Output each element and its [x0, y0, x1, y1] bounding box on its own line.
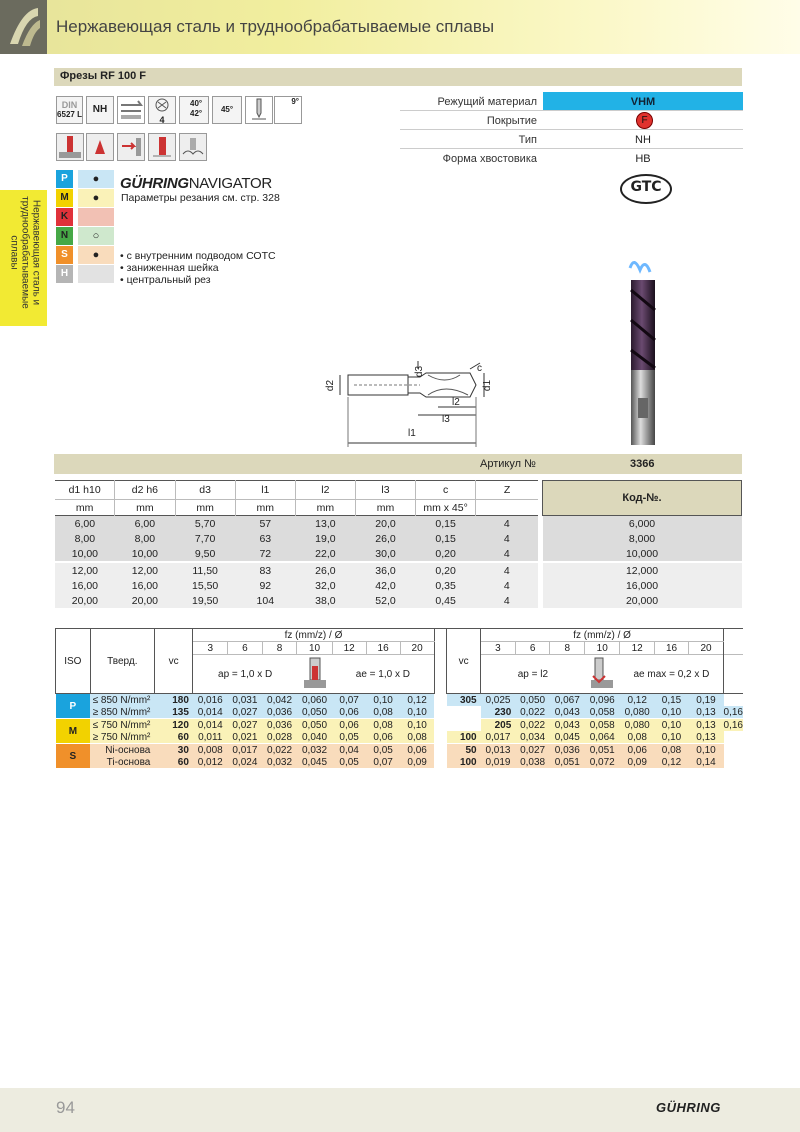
side-milling-glyph	[118, 134, 144, 160]
hardness-cell: ≥ 850 N/mm²	[92, 706, 151, 718]
diameter-cell: 20	[400, 642, 434, 655]
dim-cell: 4	[503, 594, 510, 607]
code-cell: 16,000	[625, 579, 659, 592]
dim-cell: 6,00	[134, 517, 156, 530]
ae-left: ae = 1,0 x D	[332, 655, 434, 694]
fz-cell: 0,13	[696, 706, 716, 718]
iso-row-n	[56, 227, 114, 245]
dim-unit: mm	[295, 500, 355, 516]
fz-cell: 0,043	[554, 706, 580, 718]
iso-row-h	[56, 265, 114, 283]
fz-cell: 0,058	[589, 706, 615, 718]
fz-cell: 0,040	[301, 731, 328, 743]
dim-cell: 12,00	[71, 564, 99, 577]
navigator-brand	[120, 175, 272, 192]
relief-angle-icon	[274, 96, 302, 124]
cutting-material-value: VHM	[630, 96, 656, 108]
cutting-table	[55, 628, 743, 768]
fz-cell: 0,09	[627, 756, 647, 768]
dim-cell: 0,15	[435, 532, 456, 545]
fz-cell: 0,12	[627, 694, 647, 706]
shank-form-value: HB	[635, 153, 651, 165]
side-cut-glyph	[300, 656, 330, 690]
iso-mark: ●	[78, 246, 114, 264]
dim-cell: 4	[503, 564, 510, 577]
code-cell: 20,000	[625, 594, 659, 607]
fz-cell: 0,072	[589, 756, 615, 768]
slotting-glyph	[57, 134, 83, 160]
fz-cell: 0,064	[589, 731, 615, 743]
fz-cell: 0,036	[554, 744, 580, 756]
dim-cell: 7,70	[194, 532, 216, 545]
flutes-count: 4	[159, 115, 165, 125]
table-gap	[434, 629, 446, 732]
din-icon	[56, 96, 83, 124]
diameter-cell: 20	[689, 642, 724, 655]
navigator-subtitle: Параметры резания см. стр. 328	[121, 192, 280, 204]
code-header: Код-№.	[543, 481, 742, 516]
table-gap	[434, 756, 446, 768]
fz-cell: 0,017	[485, 731, 511, 743]
prop-divider	[400, 110, 743, 111]
fz-cell: 0,045	[554, 731, 580, 743]
feature-item: • заниженная шейка	[120, 262, 219, 274]
vc-header: vc	[447, 629, 481, 694]
fz-cell: 0,05	[339, 756, 359, 768]
navigator-brand-light: NAVIGATOR	[188, 175, 272, 192]
diameter-cell: 16	[366, 642, 400, 655]
fz-cell: 0,15	[661, 694, 682, 706]
diameter-cell: 8	[262, 642, 297, 655]
vc-cell: 50	[465, 744, 477, 756]
diameter-cell: 8	[550, 642, 585, 655]
fz-cell: 0,038	[520, 756, 546, 768]
fz-cell: 0,019	[485, 756, 511, 768]
fz-cell: 0,10	[696, 744, 716, 756]
relief-angle-value: 9°	[291, 97, 299, 106]
article-number: 3366	[630, 458, 655, 470]
dim-cell: 20,00	[131, 594, 159, 607]
dim-cell: 83	[259, 564, 272, 577]
fz-cell: 0,036	[267, 706, 293, 718]
section-logo	[0, 0, 47, 54]
fz-cell: 0,027	[232, 706, 258, 718]
fz-cell: 0,008	[197, 744, 223, 756]
feature-item: • центральный рез	[120, 274, 211, 286]
code-table	[542, 480, 742, 608]
iso-group-letter: M	[56, 719, 91, 744]
fz-cell: 0,12	[661, 756, 682, 768]
coating-label: Покрытие	[486, 115, 537, 127]
drawing-c: c	[477, 363, 482, 374]
vc-cell: 30	[177, 744, 189, 756]
shank-icon	[117, 96, 145, 124]
fz-cell: 0,07	[339, 694, 359, 706]
dim-header: Z	[503, 484, 511, 496]
fz-cell: 0,031	[232, 694, 258, 706]
dim-cell: 0,35	[435, 579, 456, 592]
iso-letter: P	[56, 170, 73, 188]
iso-row-m	[56, 189, 114, 207]
dim-cell: 30,0	[375, 547, 396, 560]
dim-cell: 12,00	[131, 564, 159, 577]
right-cut-icon	[585, 655, 620, 694]
vc-cell: 120	[172, 719, 189, 731]
vc-cell: 305	[459, 694, 477, 706]
fz-cell: 0,022	[520, 719, 546, 731]
fz-cell: 0,051	[589, 744, 615, 756]
feature-item: • с внутренним подводом СОТС	[120, 250, 276, 262]
dim-unit: mm	[355, 500, 415, 516]
fz-cell: 0,10	[661, 719, 682, 731]
dim-cell: 8,00	[134, 532, 156, 545]
ap-left: ap = 1,0 x D	[218, 668, 273, 680]
dim-cell: 19,50	[191, 594, 219, 607]
fz-cell: 0,080	[624, 706, 650, 718]
brand-logo: GÜHRING	[656, 1100, 721, 1115]
product-title: Фрезы RF 100 F	[60, 70, 146, 82]
shank-glyph	[118, 97, 144, 123]
fz-cell: 0,08	[407, 731, 427, 743]
fz-cell: 0,09	[407, 756, 427, 768]
iso-mark	[78, 208, 114, 226]
fz-cell: 0,043	[554, 719, 580, 731]
fz-cell: 0,05	[339, 731, 359, 743]
vc-cell: 180	[172, 694, 189, 706]
dim-cell: 13,0	[315, 517, 336, 530]
drawing-l1: l1	[408, 428, 416, 439]
din-number: 6527 L	[57, 110, 82, 119]
fz-cell: 0,032	[267, 756, 293, 768]
fz-cell: 0,19	[696, 694, 716, 706]
center-cut-icon	[245, 96, 273, 124]
fz-cell: 0,022	[520, 706, 546, 718]
dim-cell: 10,00	[71, 547, 99, 560]
dim-cell: 0,15	[435, 517, 456, 530]
side-milling-icon	[117, 133, 145, 161]
dim-header: l2	[295, 481, 355, 500]
dim-cell: 57	[259, 517, 272, 530]
dim-cell: 36,0	[375, 564, 396, 577]
ramping-glyph	[149, 134, 175, 160]
center-cut-glyph	[246, 97, 272, 123]
code-cell: 12,000	[625, 564, 659, 577]
iso-row-p	[56, 170, 114, 188]
features-list	[120, 250, 276, 286]
dim-cell: 22,0	[315, 547, 336, 560]
iso-group-letter: P	[56, 694, 91, 719]
fz-cell: 0,027	[520, 744, 546, 756]
dim-cell: 6,00	[74, 517, 96, 530]
iso-mark: ○	[78, 227, 114, 245]
fz-cell: 0,096	[589, 694, 615, 706]
shank-form-label: Форма хвостовика	[442, 153, 537, 165]
dim-cell: 10,00	[131, 547, 159, 560]
type-value: NH	[635, 134, 651, 146]
helix-angle-a: 40°	[190, 99, 203, 108]
fz-cell: 0,013	[485, 744, 511, 756]
hardness-cell: Ni-основа	[105, 744, 151, 756]
plunging-glyph	[87, 134, 113, 160]
fz-cell: 0,10	[661, 706, 682, 718]
dim-cell: 42,0	[375, 579, 396, 592]
fz-cell: 0,060	[301, 694, 328, 706]
fz-cell: 0,027	[232, 719, 258, 731]
table-gap	[434, 731, 446, 744]
dim-header: d2 h6	[115, 481, 175, 500]
fz-cell: 0,12	[407, 694, 427, 706]
diameter-cell: 16	[655, 642, 689, 655]
dim-unit: mm x 45°	[416, 500, 476, 516]
dim-cell: 104	[256, 594, 275, 607]
drawing-d3: d3	[414, 365, 426, 378]
iso-letter: M	[56, 189, 73, 207]
iso-letter: S	[56, 246, 73, 264]
plunging-icon	[86, 133, 114, 161]
iso-letter: H	[56, 265, 73, 283]
drawing-d2: d2	[325, 379, 337, 392]
dim-header: l3	[355, 481, 415, 500]
dim-cell: 9,50	[194, 547, 216, 560]
iso-mark: ●	[78, 189, 114, 207]
hardness-cell: ≤ 850 N/mm²	[92, 694, 151, 706]
ae-right: ae max = 0,2 x D	[620, 655, 724, 694]
cutting-material-label: Режущий материал	[437, 96, 537, 108]
fz-cell: 0,045	[301, 756, 328, 768]
drawing-l3: l3	[442, 414, 450, 425]
fz-cell: 0,036	[267, 719, 293, 731]
diameter-cell: 10	[297, 642, 332, 655]
diameter-cell: 6	[228, 642, 263, 655]
table-gap	[434, 744, 446, 757]
dim-unit	[476, 500, 538, 516]
fz-cell: 0,017	[232, 744, 258, 756]
diameter-cell: 3	[193, 642, 228, 655]
fz-cell: 0,04	[339, 744, 359, 756]
diameter-cell: 12	[620, 642, 655, 655]
dim-cell: 20,0	[375, 517, 396, 530]
dim-cell: 4	[503, 579, 510, 592]
fz-cell: 0,06	[407, 744, 427, 756]
fz-cell: 0,06	[339, 719, 359, 731]
gtc-logo-text: GTC	[630, 179, 662, 195]
drawing-l2: l2	[452, 397, 460, 408]
fz-header: fz (mm/z) / Ø	[193, 629, 434, 642]
dim-cell: 16,00	[131, 579, 159, 592]
fz-cell: 0,08	[627, 731, 647, 743]
iso-mark	[78, 265, 114, 283]
dim-cell: 20,00	[71, 594, 99, 607]
navigator-brand-bold: GÜHRING	[120, 175, 189, 192]
dim-header: l1	[235, 481, 295, 500]
nh-icon: NH	[86, 96, 114, 124]
slotting-icon	[56, 133, 84, 161]
dim-unit: mm	[115, 500, 175, 516]
fz-cell: 0,08	[373, 706, 393, 718]
fz-cell: 0,058	[589, 719, 615, 731]
flutes-glyph	[149, 97, 175, 113]
page-title: Нержавеющая сталь и труднообрабатываемые сплавы	[56, 17, 495, 36]
dim-cell: 92	[259, 579, 272, 592]
fz-cell: 0,10	[373, 694, 393, 706]
dim-cell: 8,00	[74, 532, 96, 545]
iso-group-letter: S	[56, 744, 91, 769]
article-label: Артикул №	[480, 458, 536, 470]
iso-letter: N	[56, 227, 73, 245]
fz-header: fz (mm/z) / Ø	[481, 629, 724, 642]
prop-divider	[400, 129, 743, 130]
profiling-glyph	[180, 134, 206, 160]
code-cell: 10,000	[625, 547, 659, 560]
iso-letter: K	[56, 208, 73, 226]
fz-cell: 0,16	[723, 706, 743, 718]
fz-cell: 0,016	[197, 694, 223, 706]
dim-cell: 52,0	[375, 594, 396, 607]
dim-cell: 0,45	[435, 594, 456, 607]
side-tab-label: Нержавеющая сталь и труднообрабатываемые сплавы	[8, 196, 42, 309]
vc-cell: 100	[459, 756, 477, 768]
fz-cell: 0,14	[696, 756, 716, 768]
diameter-cell: 10	[585, 642, 620, 655]
fz-cell: 0,06	[627, 744, 647, 756]
hardness-cell: ≤ 750 N/mm²	[92, 719, 151, 731]
fz-cell: 0,012	[197, 756, 223, 768]
prop-divider	[400, 148, 743, 149]
hardness-cell: ≥ 750 N/mm²	[92, 731, 151, 743]
table-gap	[447, 706, 481, 719]
code-cell: 8,000	[628, 532, 656, 545]
fz-cell: 0,06	[373, 731, 393, 743]
fz-cell: 0,028	[267, 731, 293, 743]
fz-cell: 0,025	[485, 694, 511, 706]
dim-cell: 4	[503, 532, 510, 545]
fz-cell: 0,10	[407, 719, 427, 731]
iso-mark: ●	[78, 170, 114, 188]
profiling-icon	[179, 133, 207, 161]
fz-cell: 0,021	[232, 731, 258, 743]
fz-cell: 0,07	[373, 756, 393, 768]
vc-cell: 230	[494, 706, 512, 718]
iso-row-k	[56, 208, 114, 226]
fz-cell: 0,050	[301, 706, 328, 718]
dim-cell: 0,20	[435, 564, 456, 577]
iso-row-s	[56, 246, 114, 264]
din-label: DIN	[61, 100, 78, 110]
dim-cell: 63	[259, 532, 272, 545]
fz-cell: 0,080	[624, 719, 650, 731]
dim-cell: 72	[259, 547, 272, 560]
dim-unit: mm	[55, 500, 115, 516]
dim-cell: 15,50	[191, 579, 219, 592]
diameter-cell: 6	[515, 642, 550, 655]
fz-cell: 0,014	[197, 719, 223, 731]
gtc-logo	[620, 174, 672, 204]
slot-cut-glyph	[587, 656, 617, 690]
fz-cell: 0,08	[661, 744, 682, 756]
dim-header: d3	[175, 481, 235, 500]
fz-cell: 0,13	[696, 719, 716, 731]
fz-cell: 0,050	[520, 694, 546, 706]
dim-cell: 26,0	[315, 564, 336, 577]
section-logo-icon	[0, 0, 47, 54]
fz-cell: 0,024	[232, 756, 258, 768]
fz-cell: 0,014	[197, 706, 223, 718]
ap-right: ap = l2	[517, 668, 549, 680]
fz-cell: 0,011	[198, 731, 223, 743]
fz-cell: 0,06	[339, 706, 359, 718]
hardness-header: Тверд.	[90, 629, 154, 694]
fz-cell: 0,032	[301, 744, 328, 756]
dim-cell: 4	[503, 547, 510, 560]
dimensions-table	[55, 480, 538, 608]
dim-unit: mm	[235, 500, 295, 516]
vc-cell: 60	[177, 731, 189, 743]
dim-cell: 38,0	[315, 594, 336, 607]
ramping-icon	[148, 133, 176, 161]
diameter-cell: 3	[481, 642, 516, 655]
vc-cell: 135	[172, 706, 189, 718]
fz-cell: 0,042	[267, 694, 293, 706]
tool-photo	[610, 250, 670, 450]
vc-header: vc	[154, 629, 193, 694]
diameter-cell: 12	[332, 642, 366, 655]
fz-cell: 0,051	[554, 756, 580, 768]
left-cut-icon	[297, 655, 332, 694]
dim-cell: 26,0	[375, 532, 396, 545]
dim-cell: 5,70	[194, 517, 216, 530]
fz-cell: 0,10	[407, 706, 427, 718]
dim-unit: mm	[175, 500, 235, 516]
helix-angle-b: 42°	[190, 109, 203, 118]
vc-cell: 205	[494, 719, 512, 731]
dim-cell: 11,50	[192, 564, 218, 577]
fz-cell: 0,13	[696, 731, 716, 743]
flutes-icon	[148, 96, 176, 124]
dim-header: c	[416, 481, 476, 500]
fz-cell: 0,050	[301, 719, 328, 731]
page-number: 94	[56, 1098, 75, 1117]
dim-cell: 0,20	[435, 547, 456, 560]
product-bar	[54, 68, 742, 86]
fz-cell: 0,08	[373, 719, 393, 731]
iso-header: ISO	[56, 629, 91, 694]
hardness-cell: Ti-основа	[106, 756, 151, 768]
dim-header: d1 h10	[55, 481, 115, 500]
helix-angle-icon	[179, 96, 209, 124]
type-label: Тип	[518, 134, 537, 146]
dim-cell: 4	[503, 517, 510, 530]
dim-cell: 16,00	[71, 579, 99, 592]
fz-cell: 0,16	[723, 719, 743, 731]
dim-cell: 32,0	[315, 579, 336, 592]
dim-cell: 19,0	[315, 532, 336, 545]
fz-cell: 0,067	[554, 694, 580, 706]
fz-cell: 0,034	[520, 731, 546, 743]
fz-cell: 0,10	[661, 731, 682, 743]
code-cell: 6,000	[628, 517, 656, 530]
vc-cell: 100	[459, 731, 477, 743]
drawing-d1: d1	[482, 379, 494, 392]
table-gap	[447, 719, 481, 732]
chamfer-icon: 45°	[212, 96, 242, 124]
vc-cell: 60	[177, 756, 189, 768]
coating-value: F	[641, 115, 648, 126]
fz-cell: 0,022	[267, 744, 293, 756]
fz-cell: 0,05	[373, 744, 393, 756]
